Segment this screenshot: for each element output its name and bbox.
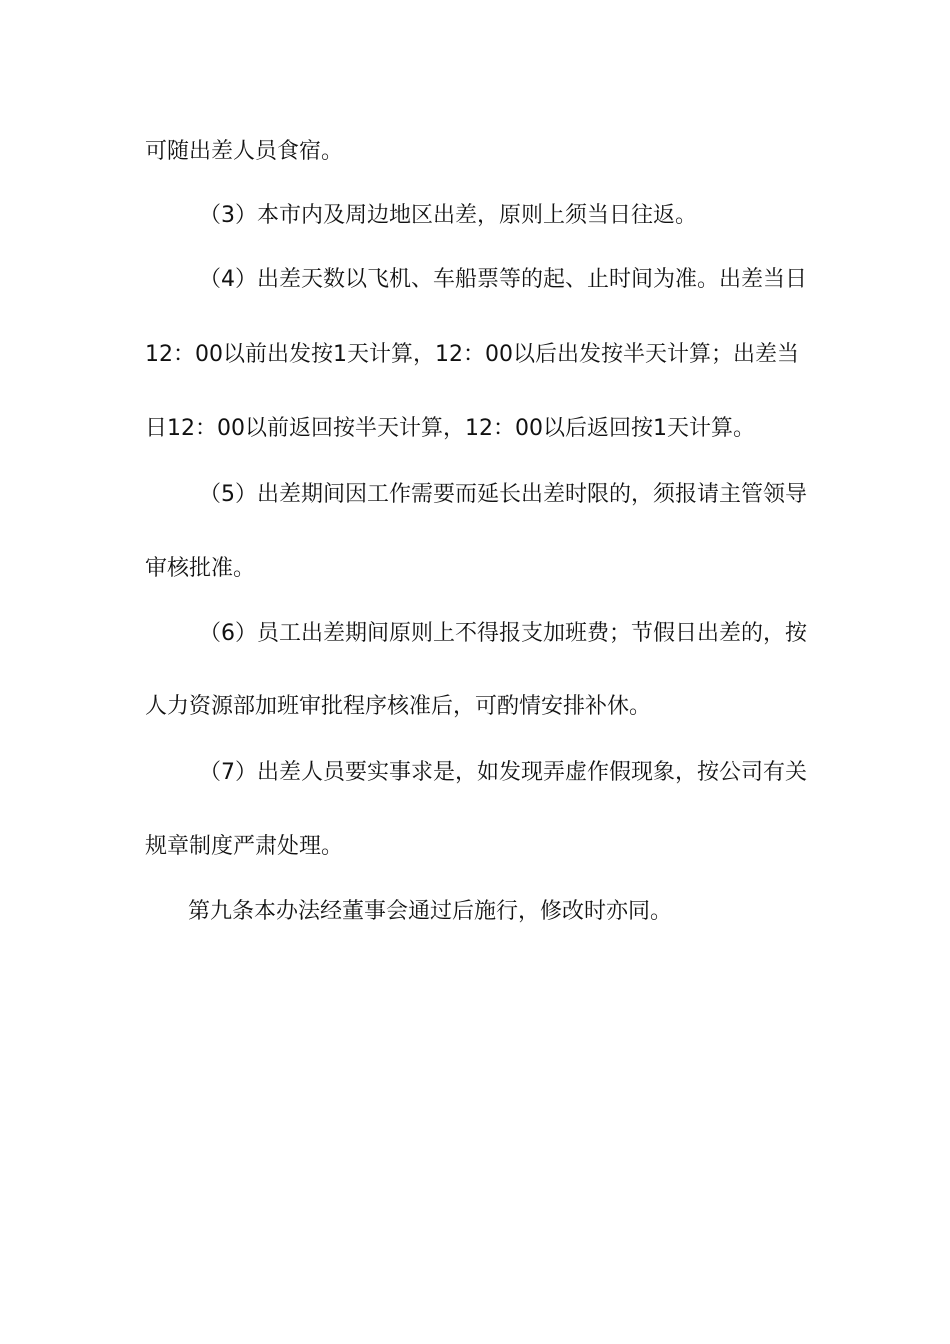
paragraph-line: 可随出差人员食宿。 <box>145 139 344 164</box>
paragraph-line: （5）出差期间因工作需要而延长出差时限的，须报请主管领导 <box>199 482 807 507</box>
paragraph-line: 人力资源部加班审批程序核准后，可酌情安排补休。 <box>145 694 652 719</box>
paragraph-line: （4）出差天数以飞机、车船票等的起、止时间为准。出差当日 <box>199 267 807 292</box>
paragraph-line: 日12：00以前返回按半天计算，12：00以后返回按1天计算。 <box>145 416 755 441</box>
paragraph-line: （6）员工出差期间原则上不得报支加班费；节假日出差的，按 <box>199 621 807 646</box>
paragraph-line: （7）出差人员要实事求是，如发现弄虚作假现象，按公司有关 <box>199 760 807 785</box>
paragraph-line: 规章制度严肃处理。 <box>145 834 344 859</box>
paragraph-line: 审核批准。 <box>145 556 256 581</box>
paragraph-line: 12：00以前出发按1天计算，12：00以后出发按半天计算；出差当 <box>145 342 799 367</box>
paragraph-line: （3）本市内及周边地区出差，原则上须当日往返。 <box>199 203 697 228</box>
article-nine-line: 第九条本办法经董事会通过后施行，修改时亦同。 <box>188 899 673 924</box>
